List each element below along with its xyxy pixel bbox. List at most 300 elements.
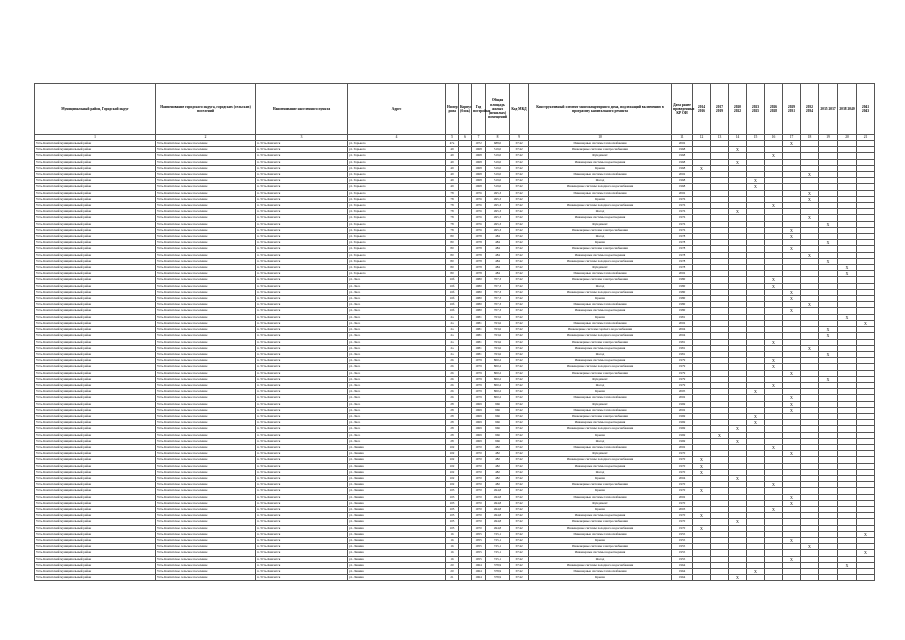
area-cell: 763,6 <box>486 327 510 333</box>
last-repair-date-cell: 1979 <box>672 376 693 382</box>
house-number-cell: 26 <box>446 389 459 395</box>
district-cell: Усть-Камчатский муниципальный район <box>35 283 156 289</box>
settlement-cell: Усть-Камчатское сельское поселение <box>156 444 256 450</box>
mkd-code-cell: 37:42 <box>510 327 529 333</box>
district-cell: Усть-Камчатский муниципальный район <box>35 339 156 345</box>
locality-cell: п. Усть-Камчатск <box>256 147 348 153</box>
element-cell: Фундамент <box>529 153 672 159</box>
address-cell: ул. Лесо <box>348 308 446 314</box>
settlement-cell: Усть-Камчатское сельское поселение <box>156 172 256 178</box>
last-repair-date-cell: 1970 <box>672 488 693 494</box>
element-cell: Инженерные системы теплоснабжения <box>529 302 672 308</box>
build-year-cell: 1970 <box>472 500 486 506</box>
district-cell: Усть-Камчатский муниципальный район <box>35 234 156 240</box>
address-cell: ул. Лесо <box>348 413 446 419</box>
column-header: Номер дома <box>446 84 459 135</box>
last-repair-date-cell: 1968 <box>672 147 693 153</box>
area-cell: 494,8 <box>486 506 510 512</box>
settlement-cell: Усть-Камчатское сельское поселение <box>156 141 256 147</box>
locality-cell: п. Усть-Камчатск <box>256 339 348 345</box>
settlement-cell: Усть-Камчатское сельское поселение <box>156 265 256 271</box>
area-cell: 484 <box>486 252 510 258</box>
element-cell: Фасад <box>529 351 672 357</box>
mkd-code-cell: 37:42 <box>510 562 529 568</box>
element-cell: Фасад <box>529 556 672 562</box>
house-number-cell: 2а <box>446 351 459 357</box>
locality-cell: п. Усть-Камчатск <box>256 562 348 568</box>
area-cell: 482 <box>486 444 510 450</box>
period-mark: Х <box>819 327 838 333</box>
period-cell <box>765 575 783 581</box>
column-header: 2017 2019 <box>711 84 729 135</box>
build-year-cell: 1978 <box>472 252 486 258</box>
column-header: Муниципальный район, Городской округ <box>35 84 156 135</box>
mkd-code-cell: 37:42 <box>510 227 529 233</box>
settlement-cell: Усть-Камчатское сельское поселение <box>156 184 256 190</box>
address-cell: ул. Лесо <box>348 432 446 438</box>
locality-cell: п. Усть-Камчатск <box>256 320 348 326</box>
address-cell: ул. Ленина <box>348 451 446 457</box>
house-number-cell: 26 <box>446 395 459 401</box>
address-cell: ул. Горького <box>348 221 446 227</box>
mkd-code-cell: 37:42 <box>510 556 529 562</box>
district-cell: Усть-Камчатский муниципальный район <box>35 451 156 457</box>
locality-cell: п. Усть-Камчатск <box>256 172 348 178</box>
settlement-cell: Усть-Камчатское сельское поселение <box>156 221 256 227</box>
column-number: 21 <box>857 135 875 141</box>
area-cell: 378,9 <box>486 569 510 575</box>
element-cell: Инженерные системы водоотведения <box>529 463 672 469</box>
address-cell: ул. Ленина <box>348 562 446 568</box>
period-mark: Х <box>838 271 857 277</box>
last-repair-date-cell: 1968 <box>672 159 693 165</box>
capital-repair-program-document <box>34 83 874 581</box>
district-cell: Усть-Камчатский муниципальный район <box>35 351 156 357</box>
house-number-cell: 49 <box>446 159 459 165</box>
area-cell: 482 <box>486 475 510 481</box>
period-mark: Х <box>819 333 838 339</box>
house-number-cell: 20 <box>446 562 459 568</box>
house-number-cell: 80 <box>446 234 459 240</box>
address-cell: ул. Ленина <box>348 550 446 556</box>
period-mark: Х <box>783 494 801 500</box>
build-year-cell: 1970 <box>472 444 486 450</box>
build-year-cell: 1979 <box>472 358 486 364</box>
period-mark: Х <box>747 184 765 190</box>
build-year-cell: 1968 <box>472 147 486 153</box>
build-year-cell: 1976 <box>472 215 486 221</box>
address-cell: ул. Лесо <box>348 339 446 345</box>
area-cell: 494,8 <box>486 488 510 494</box>
build-year-cell: 1968 <box>472 165 486 171</box>
house-number-cell: 102 <box>446 469 459 475</box>
mkd-code-cell: 37:42 <box>510 575 529 581</box>
mkd-code-cell: 37:42 <box>510 178 529 184</box>
element-cell: Инженерные системы водоотведения <box>529 420 672 426</box>
build-year-cell: 1970 <box>472 513 486 519</box>
address-cell: ул. Горького <box>348 159 446 165</box>
element-cell: Инженерные системы водоотведения <box>529 550 672 556</box>
area-cell: 763,6 <box>486 351 510 357</box>
mkd-code-cell: 37:42 <box>510 240 529 246</box>
last-repair-date-cell: 1979 <box>672 364 693 370</box>
address-cell: ул. Лесо <box>348 438 446 444</box>
last-repair-date-cell: 2004 <box>672 475 693 481</box>
mkd-code-cell: 37:42 <box>510 320 529 326</box>
element-cell: Крыша <box>529 296 672 302</box>
house-number-cell: 26 <box>446 358 459 364</box>
last-repair-date-cell: 1970 <box>672 519 693 525</box>
district-cell: Усть-Камчатский муниципальный район <box>35 569 156 575</box>
area-cell: 966 <box>486 438 510 444</box>
mkd-code-cell: 37:42 <box>510 172 529 178</box>
build-year-cell: 1964 <box>472 575 486 581</box>
column-header: 2020 2022 <box>729 84 747 135</box>
element-cell: Крыша <box>529 432 672 438</box>
build-year-cell: 1978 <box>472 265 486 271</box>
build-year-cell: 1970 <box>472 525 486 531</box>
locality-cell: п. Усть-Камчатск <box>256 196 348 202</box>
area-cell: 482 <box>486 482 510 488</box>
district-cell: Усть-Камчатский муниципальный район <box>35 407 156 413</box>
build-year-cell: 1970 <box>472 488 486 494</box>
build-year-cell: 1979 <box>472 376 486 382</box>
period-cell <box>801 575 819 581</box>
area-cell: 763,6 <box>486 333 510 339</box>
district-cell: Усть-Камчатский муниципальный район <box>35 320 156 326</box>
period-mark: Х <box>747 420 765 426</box>
period-mark: Х <box>729 519 747 525</box>
settlement-cell: Усть-Камчатское сельское поселение <box>156 178 256 184</box>
address-cell: ул. Горького <box>348 252 446 258</box>
house-number-cell: 102 <box>446 475 459 481</box>
house-number-cell: 78 <box>446 203 459 209</box>
period-cell <box>783 575 801 581</box>
district-cell: Усть-Камчатский муниципальный район <box>35 209 156 215</box>
area-cell: 495,3 <box>486 227 510 233</box>
column-header: 2014 2016 <box>693 84 711 135</box>
house-number-cell: 78 <box>446 190 459 196</box>
address-cell: ул. Лесо <box>348 277 446 283</box>
period-mark: Х <box>693 165 711 171</box>
address-cell: ул. Лесо <box>348 376 446 382</box>
settlement-cell: Усть-Камчатское сельское поселение <box>156 153 256 159</box>
build-year-cell: 1976 <box>472 227 486 233</box>
district-cell: Усть-Камчатский муниципальный район <box>35 196 156 202</box>
period-mark: Х <box>729 159 747 165</box>
period-mark: Х <box>819 240 838 246</box>
element-cell: Инженерные системы электроснабжения <box>529 246 672 252</box>
period-mark: Х <box>729 209 747 215</box>
address-cell: ул. Горького <box>348 141 446 147</box>
house-number-cell: 26 <box>446 376 459 382</box>
settlement-cell: Усть-Камчатское сельское поселение <box>156 258 256 264</box>
settlement-cell: Усть-Камчатское сельское поселение <box>156 190 256 196</box>
last-repair-date-cell: 1976 <box>672 227 693 233</box>
settlement-cell: Усть-Камчатское сельское поселение <box>156 271 256 277</box>
address-cell: ул. Лесо <box>348 302 446 308</box>
column-number: 5 <box>446 135 459 141</box>
locality-cell: п. Усть-Камчатск <box>256 289 348 295</box>
element-cell: Крыша <box>529 165 672 171</box>
mkd-code-cell: 37:42 <box>510 494 529 500</box>
settlement-cell: Усть-Камчатское сельское поселение <box>156 506 256 512</box>
element-cell: Инженерные системы теплоснабжения <box>529 141 672 147</box>
locality-cell: п. Усть-Камчатск <box>256 438 348 444</box>
element-cell: Инженерные системы водоотведения <box>529 252 672 258</box>
last-repair-date-cell: 1980 <box>672 308 693 314</box>
last-repair-date-cell: 2002 <box>672 494 693 500</box>
settlement-cell: Усть-Камчатское сельское поселение <box>156 550 256 556</box>
build-year-cell: 1969 <box>472 420 486 426</box>
area-cell: 495,3 <box>486 203 510 209</box>
locality-cell: п. Усть-Камчатск <box>256 333 348 339</box>
column-header: Общая площадь жилых (нежилых) помещений <box>486 84 510 135</box>
address-cell: ул. Лесо <box>348 364 446 370</box>
build-year-cell: 1978 <box>472 271 486 277</box>
house-number-cell: 16 <box>446 556 459 562</box>
house-number-cell: 49 <box>446 165 459 171</box>
house-number-cell: 16 <box>446 538 459 544</box>
area-cell: 484 <box>486 271 510 277</box>
address-cell: ул. Горького <box>348 203 446 209</box>
area-cell: 966 <box>486 401 510 407</box>
last-repair-date-cell: 1955 <box>672 531 693 537</box>
last-repair-date-cell: 1981 <box>672 339 693 345</box>
last-repair-date-cell: 1978 <box>672 240 693 246</box>
period-mark: Х <box>783 289 801 295</box>
area-cell: 495,3 <box>486 215 510 221</box>
build-year-cell: 1979 <box>472 364 486 370</box>
area-cell: 495,3 <box>486 196 510 202</box>
house-number-cell: 102 <box>446 444 459 450</box>
element-cell: Инженерные системы электроснабжения <box>529 277 672 283</box>
mkd-code-cell: 37:42 <box>510 569 529 575</box>
address-cell: ул. Лесо <box>348 370 446 376</box>
build-year-cell: 1976 <box>472 221 486 227</box>
area-cell: 966 <box>486 426 510 432</box>
last-repair-date-cell: 2002 <box>672 141 693 147</box>
locality-cell: п. Усть-Камчатск <box>256 506 348 512</box>
column-header: 2023 2025 <box>747 84 765 135</box>
locality-cell: п. Усть-Камчатск <box>256 538 348 544</box>
house-number-cell: 2а <box>446 314 459 320</box>
last-repair-date-cell: 1968 <box>672 184 693 190</box>
address-cell: ул. Лесо <box>348 296 446 302</box>
build-year-cell: 1968 <box>472 184 486 190</box>
district-cell: Усть-Камчатский муниципальный район <box>35 513 156 519</box>
district-cell: Усть-Камчатский муниципальный район <box>35 178 156 184</box>
column-number: 3 <box>256 135 348 141</box>
mkd-code-cell: 37:42 <box>510 339 529 345</box>
build-year-cell: 1980 <box>472 296 486 302</box>
build-year-cell: 1968 <box>472 172 486 178</box>
address-cell: ул. Лесо <box>348 333 446 339</box>
period-mark: Х <box>819 351 838 357</box>
district-cell: Усть-Камчатский муниципальный район <box>35 308 156 314</box>
area-cell: 707,3 <box>486 283 510 289</box>
settlement-cell: Усть-Камчатское сельское поселение <box>156 159 256 165</box>
build-year-cell: 1981 <box>472 339 486 345</box>
house-number-cell: 16б <box>446 302 459 308</box>
period-mark: Х <box>783 370 801 376</box>
settlement-cell: Усть-Камчатское сельское поселение <box>156 475 256 481</box>
element-cell: Инженерные системы горячего водоснабжения <box>529 327 672 333</box>
period-mark: Х <box>729 147 747 153</box>
district-cell: Усть-Камчатский муниципальный район <box>35 506 156 512</box>
column-header: Дата ранее проведенных КР ОИ <box>672 84 693 135</box>
district-cell: Усть-Камчатский муниципальный район <box>35 215 156 221</box>
mkd-code-cell: 37:42 <box>510 221 529 227</box>
period-mark: Х <box>765 283 783 289</box>
settlement-cell: Усть-Камчатское сельское поселение <box>156 320 256 326</box>
element-cell: Инженерные системы холодного водоснабжения <box>529 289 672 295</box>
element-cell: Инженерные системы холодного водоснабжения <box>529 333 672 339</box>
district-cell: Усть-Камчатский муниципальный район <box>35 265 156 271</box>
address-cell: ул. Лесо <box>348 389 446 395</box>
last-repair-date-cell: 1955 <box>672 544 693 550</box>
district-cell: Усть-Камчатский муниципальный район <box>35 184 156 190</box>
address-cell: ул. Ленина <box>348 544 446 550</box>
district-cell: Усть-Камчатский муниципальный район <box>35 165 156 171</box>
locality-cell: п. Усть-Камчатск <box>256 215 348 221</box>
locality-cell: п. Усть-Камчатск <box>256 444 348 450</box>
period-mark: Х <box>765 364 783 370</box>
area-cell: 482 <box>486 463 510 469</box>
period-mark: Х <box>693 463 711 469</box>
area-cell: 725,1 <box>486 550 510 556</box>
settlement-cell: Усть-Камчатское сельское поселение <box>156 500 256 506</box>
element-cell: Инженерные системы теплоснабжения <box>529 172 672 178</box>
mkd-code-cell: 37:42 <box>510 246 529 252</box>
column-header: 2035 2037 <box>819 84 838 135</box>
period-mark: Х <box>765 358 783 364</box>
build-year-cell: 1970 <box>472 482 486 488</box>
district-cell: Усть-Камчатский муниципальный район <box>35 401 156 407</box>
mkd-code-cell: 37:42 <box>510 432 529 438</box>
last-repair-date-cell: 1964 <box>672 562 693 568</box>
district-cell: Усть-Камчатский муниципальный район <box>35 382 156 388</box>
build-year-cell: 1970 <box>472 463 486 469</box>
house-number-cell: 2а <box>446 333 459 339</box>
settlement-cell: Усть-Камчатское сельское поселение <box>156 482 256 488</box>
address-cell: ул. Лесо <box>348 320 446 326</box>
last-repair-date-cell: 1970 <box>672 513 693 519</box>
area-cell: 519,0 <box>486 153 510 159</box>
house-number-cell: 103 <box>446 494 459 500</box>
element-cell: Инженерные системы электроснабжения <box>529 339 672 345</box>
house-number-cell: 80 <box>446 252 459 258</box>
district-cell: Усть-Камчатский муниципальный район <box>35 544 156 550</box>
locality-cell: п. Усть-Камчатск <box>256 426 348 432</box>
period-mark: Х <box>838 265 857 271</box>
locality-cell: п. Усть-Камчатск <box>256 364 348 370</box>
element-cell: Фасад <box>529 438 672 444</box>
house-number-cell: 28 <box>446 426 459 432</box>
district-cell: Усть-Камчатский муниципальный район <box>35 575 156 581</box>
element-cell: Инженерные системы водоотведения <box>529 358 672 364</box>
column-number: 8 <box>486 135 510 141</box>
locality-cell: п. Усть-Камчатск <box>256 209 348 215</box>
district-cell: Усть-Камчатский муниципальный район <box>35 469 156 475</box>
settlement-cell: Усть-Камчатское сельское поселение <box>156 562 256 568</box>
settlement-cell: Усть-Камчатское сельское поселение <box>156 413 256 419</box>
element-cell: Фасад <box>529 469 672 475</box>
house-number-cell: 16 <box>446 544 459 550</box>
house-number-cell: 26 <box>446 370 459 376</box>
locality-cell: п. Усть-Камчатск <box>256 252 348 258</box>
locality-cell: п. Усть-Камчатск <box>256 407 348 413</box>
area-cell: 482 <box>486 469 510 475</box>
column-number: 20 <box>838 135 857 141</box>
settlement-cell: Усть-Камчатское сельское поселение <box>156 575 256 581</box>
mkd-code-cell: 37:42 <box>510 308 529 314</box>
settlement-cell: Усть-Камчатское сельское поселение <box>156 401 256 407</box>
house-number-cell: 2а <box>446 339 459 345</box>
house-number-cell: 102 <box>446 451 459 457</box>
locality-cell: п. Усть-Камчатск <box>256 184 348 190</box>
element-cell: Инженерные системы холодного водоснабжения <box>529 258 672 264</box>
last-repair-date-cell: 1980 <box>672 277 693 283</box>
locality-cell: п. Усть-Камчатск <box>256 376 348 382</box>
settlement-cell: Усть-Камчатское сельское поселение <box>156 358 256 364</box>
house-number-cell: 49 <box>446 172 459 178</box>
locality-cell: п. Усть-Камчатск <box>256 190 348 196</box>
period-cell <box>711 575 729 581</box>
address-cell: ул. Ленина <box>348 488 446 494</box>
locality-cell: п. Усть-Камчатск <box>256 141 348 147</box>
area-cell: 482 <box>486 451 510 457</box>
block-cell <box>459 575 472 581</box>
last-repair-date-cell: 1970 <box>672 500 693 506</box>
mkd-code-cell: 37:42 <box>510 289 529 295</box>
locality-cell: п. Усть-Камчатск <box>256 246 348 252</box>
mkd-code-cell: 37:42 <box>510 463 529 469</box>
build-year-cell: 1980 <box>472 289 486 295</box>
district-cell: Усть-Камчатский муниципальный район <box>35 420 156 426</box>
address-cell: ул. Ленина <box>348 531 446 537</box>
mkd-code-cell: 37:42 <box>510 141 529 147</box>
period-mark: Х <box>783 451 801 457</box>
mkd-code-cell: 37:42 <box>510 302 529 308</box>
last-repair-date-cell: 1969 <box>672 413 693 419</box>
settlement-cell: Усть-Камчатское сельское поселение <box>156 451 256 457</box>
period-cell <box>819 575 838 581</box>
mkd-code-cell: 37:42 <box>510 165 529 171</box>
district-cell: Усть-Камчатский муниципальный район <box>35 413 156 419</box>
address-cell: ул. Лесо <box>348 401 446 407</box>
settlement-cell: Усть-Камчатское сельское поселение <box>156 426 256 432</box>
period-mark: Х <box>783 556 801 562</box>
district-cell: Усть-Камчатский муниципальный район <box>35 463 156 469</box>
element-cell: Инженерные системы водоотведения <box>529 513 672 519</box>
column-number: 15 <box>747 135 765 141</box>
address-cell: ул. Ленина <box>348 569 446 575</box>
area-cell: 484 <box>486 234 510 240</box>
column-header: Год постройки <box>472 84 486 135</box>
period-mark: Х <box>857 531 875 537</box>
last-repair-date-cell: 1979 <box>672 382 693 388</box>
repair-schedule-table <box>34 83 875 581</box>
district-cell: Усть-Камчатский муниципальный район <box>35 358 156 364</box>
settlement-cell: Усть-Камчатское сельское поселение <box>156 531 256 537</box>
column-number: 17 <box>783 135 801 141</box>
element-cell: Инженерные системы холодного водоснабжения <box>529 426 672 432</box>
area-cell: 484 <box>486 265 510 271</box>
locality-cell: п. Усть-Камчатск <box>256 221 348 227</box>
district-cell: Усть-Камчатский муниципальный район <box>35 345 156 351</box>
district-cell: Усть-Камчатский муниципальный район <box>35 221 156 227</box>
